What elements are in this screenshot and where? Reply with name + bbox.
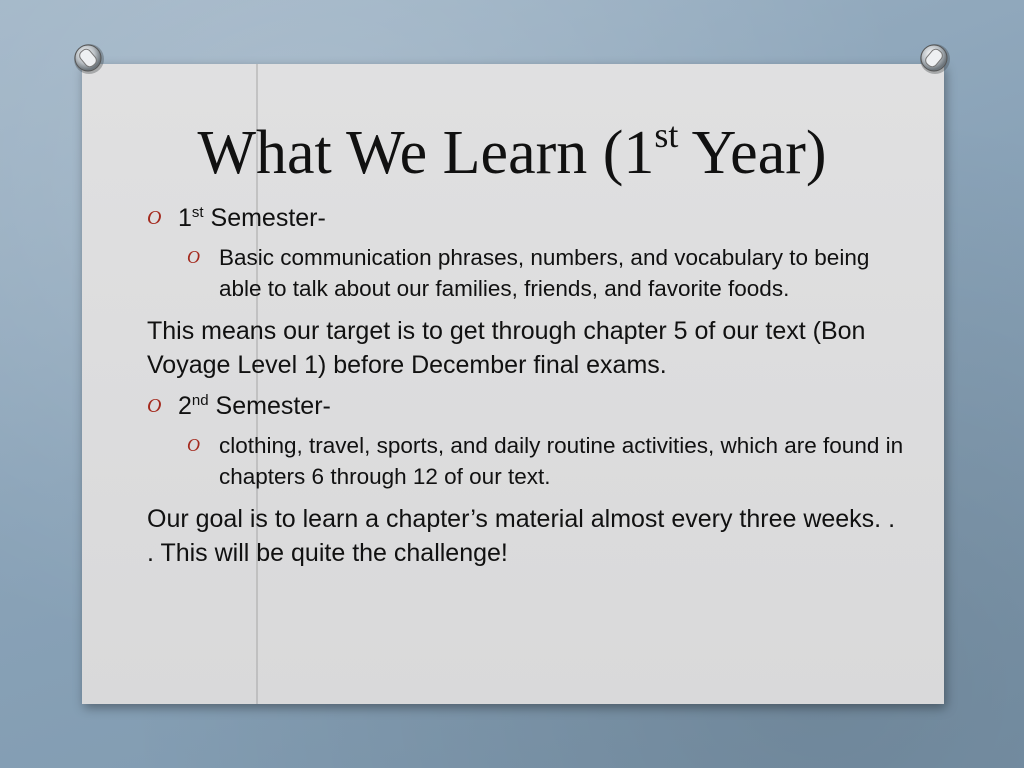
pushpin-icon [72,42,106,76]
sub-bullet-second-semester-detail: O clothing, travel, sports, and daily routine activities, which are found in chapters 6 through 12 of our text. [147,430,907,492]
bullet-marker: O [147,207,162,229]
bullet-marker: O [187,247,200,267]
goal-paragraph: Our goal is to learn a chapter’s material almost every three weeks. . . This will be quite the challenge! [147,505,896,567]
bullet-marker: O [187,435,200,455]
sub-bullet-first-semester-detail: O Basic communication phrases, numbers, and vocabulary to being able to talk about our families, friends, and favorite foods. [147,242,907,304]
slide-title: What We Learn (1st Year) [197,115,827,187]
pushpin-icon [918,42,952,76]
target-paragraph: This means our target is to get through chapter 5 of our text (Bon Voyage Level 1) before December final exams. [147,317,866,379]
slide-body [147,200,907,570]
bullet-second-semester: O 2nd Semester- [147,392,331,420]
bullet-first-semester: O 1st Semester- [147,204,326,232]
bullet-marker: O [147,395,162,417]
